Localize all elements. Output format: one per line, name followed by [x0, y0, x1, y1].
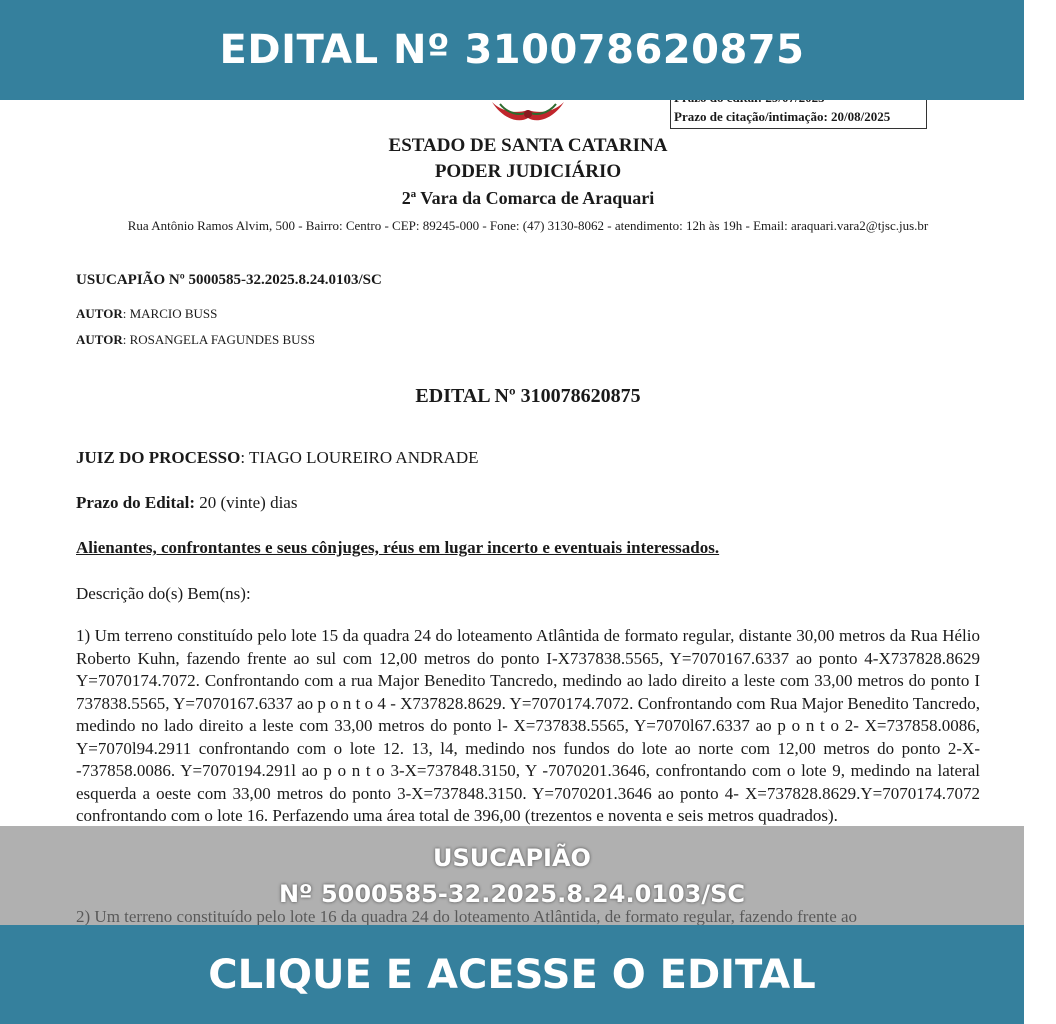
- document-page: [0, 100, 1024, 925]
- case-overlay: [0, 826, 1024, 925]
- author-label: AUTOR: [76, 332, 123, 347]
- citation-deadline-text: Prazo de citação/intimação: 20/08/2025: [674, 109, 891, 124]
- author-name: : ROSANGELA FAGUNDES BUSS: [122, 332, 315, 347]
- deadline-value: 20 (vinte) dias: [195, 493, 298, 512]
- case-number: USUCAPIÃO Nº 5000585-32.2025.8.24.0103/SC: [76, 272, 382, 288]
- court-name: 2ª Vara da Comarca de Araquari: [401, 188, 655, 208]
- property-paragraph-1: 1) Um terreno constituído pelo lote 15 da quadra 24 do loteamento Atlântida de formato regular, distante 30,00 metros da Rua Hélio Roberto Kuhn, fazendo frente ao sul com 12,00 metros do ponto I-X737838.5565, Y=7070167.6337 ao ponto 4-X737828.8629 Y=7070174.7072. Confrontando com a rua Major Benedito Tancredo, medindo ao lado direito a leste com 33,00 metros do ponto I 737838.5565, Y=7070167.6337 ao p o n t o 4 - X737828.8629. Y=7070174.7072. Confrontando com Rua Major Benedito Tancredo, medindo no lado direito a leste com 33,00 metros do ponto l- X=737838.5565, Y=7070l67.6337 ao p o n t o 2- X=737858.0086, Y=7070l94.2911 confrontando com o lote 12. 13, l4, medindo nos fundos do lote ao norte com 12,00 metros do ponto 2-X--737858.0086. Y=7070194.291l ao p o n t o 3-X=737848.3150, Y -7070201.3646, confrontando com o lote 9, medindo na lateral esquerda a oeste com 33,00 metros do ponto 3-X=737848.3150. Y=7070201.3646 ao ponto 4- X=737828.8629.Y=7070174.7072 confrontando com o lote 16. Perfazendo uma área total de 396,00 (trezentos e noventa e seis metros quadrados).: [76, 626, 980, 825]
- judge-label: JUIZ DO PROCESSO: [76, 448, 241, 467]
- author-line: [76, 306, 980, 322]
- author-label: AUTOR: [76, 306, 123, 321]
- branch-name: PODER JUDICIÁRIO: [434, 161, 622, 182]
- access-edital-label: CLIQUE E ACESSE O EDITAL: [208, 951, 816, 998]
- access-edital-button[interactable]: [0, 925, 1024, 1024]
- court-header: [0, 133, 1056, 211]
- edital-title: EDITAL Nº 310078620875: [415, 385, 641, 407]
- author-name: : MARCIO BUSS: [122, 306, 218, 321]
- author-line: [76, 332, 980, 348]
- banner-title: EDITAL Nº 310078620875: [219, 27, 805, 73]
- judge-line: [76, 448, 980, 468]
- top-banner: [0, 0, 1024, 100]
- overlay-case-number: Nº 5000585-32.2025.8.24.0103/SC: [278, 879, 746, 908]
- state-name: ESTADO DE SANTA CATARINA: [388, 135, 668, 156]
- recipients-heading: Alienantes, confrontantes e seus cônjuges, réus em lugar incerto e eventuais interessados.: [76, 538, 720, 557]
- judge-name: : TIAGO LOUREIRO ANDRADE: [240, 448, 479, 467]
- overlay-case-type: USUCAPIÃO: [433, 843, 591, 872]
- description-label: Descrição do(s) Bem(ns):: [76, 584, 251, 603]
- coat-of-arms-icon: [488, 100, 568, 126]
- court-address: Rua Antônio Ramos Alvim, 500 - Bairro: Centro - CEP: 89245-000 - Fone: (47) 3130-8062 - atendimento: 12h às 19h - Email: araquari.vara2@tjsc.jus.br: [127, 218, 929, 233]
- deadline-line: [76, 493, 980, 513]
- deadline-label: Prazo do Edital:: [76, 493, 195, 512]
